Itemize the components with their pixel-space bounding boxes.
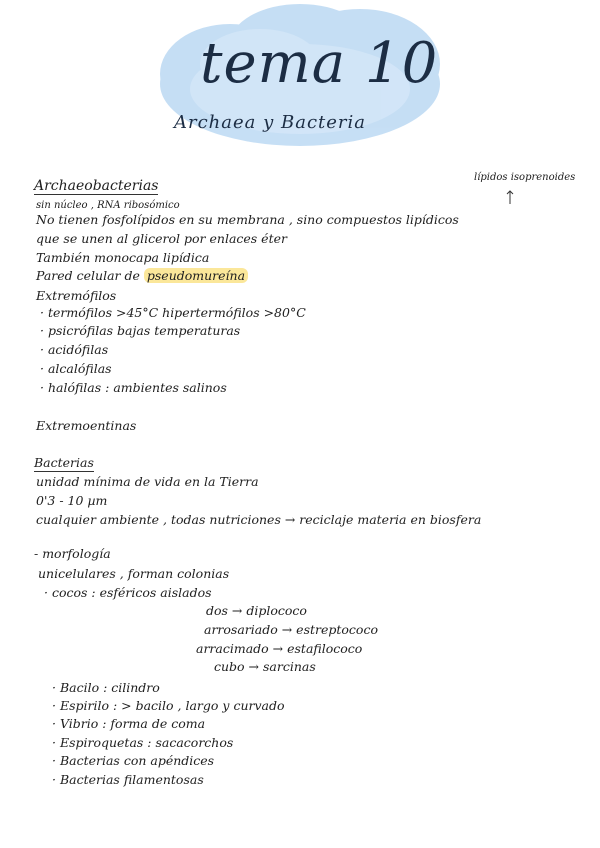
archaeo-line: que se unen al glicerol por enlaces éter: [36, 231, 287, 246]
list-item: · psicrófilas bajas temperaturas: [40, 323, 241, 338]
bacterias-line: unicelulares , forman colonias: [38, 566, 230, 581]
list-item: · acidófilas: [40, 342, 109, 357]
page-subtitle: Archaea y Bacteria: [174, 112, 367, 133]
arrow-up-icon: [506, 190, 514, 204]
archaeo-line: No tienen fosfolípidos en su membrana , sino compuestos lipídicos: [36, 212, 459, 227]
form-item: · Espirilo : > bacilo , largo y curvado: [52, 698, 285, 713]
list-item: · halófilas : ambientes salinos: [40, 380, 227, 395]
bacterias-line: unidad mínima de vida en la Tierra: [36, 474, 259, 489]
coco-type: arracimado → estafilococo: [196, 641, 363, 656]
coco-type: arrosariado → estreptococo: [204, 622, 378, 637]
extremo-label: Extremoentinas: [36, 418, 137, 433]
morfologia-label: - morfología: [34, 546, 111, 561]
list-item: · alcalófilas: [40, 361, 112, 376]
form-item: · Bacterias con apéndices: [52, 753, 215, 768]
form-item: · Vibrio : forma de coma: [52, 716, 206, 731]
side-note: lípidos isoprenoides: [474, 172, 576, 183]
form-item: · Bacilo : cilindro: [52, 680, 160, 695]
form-item: · Espiroquetas : sacacorchos: [52, 735, 234, 750]
highlighted-term: pseudomureína: [144, 268, 248, 283]
pared-line: [36, 268, 248, 284]
bacterias-line: 0'3 - 10 µm: [36, 493, 108, 508]
extremofilos-label: Extremófilos: [36, 288, 117, 303]
archaeo-heading: Archaeobacterias: [34, 178, 159, 194]
coco-type: dos → diplococo: [206, 603, 307, 618]
cocos-line: · cocos : esféricos aislados: [44, 585, 212, 600]
bacterias-heading: Bacterias: [34, 455, 94, 470]
pared-prefix: Pared celular de: [36, 268, 140, 283]
archaeo-line: También monocapa lipídica: [36, 250, 210, 265]
list-item: · termófilos >45°C hipertermófilos >80°C: [40, 305, 306, 320]
bacterias-line: cualquier ambiente , todas nutriciones → reciclaje materia en biosfera: [36, 512, 482, 527]
page-title: tema 10: [200, 31, 439, 96]
archaeo-line: sin núcleo , RNA ribosómico: [36, 200, 180, 211]
form-item: · Bacterias filamentosas: [52, 772, 204, 787]
coco-type: cubo → sarcinas: [214, 659, 316, 674]
